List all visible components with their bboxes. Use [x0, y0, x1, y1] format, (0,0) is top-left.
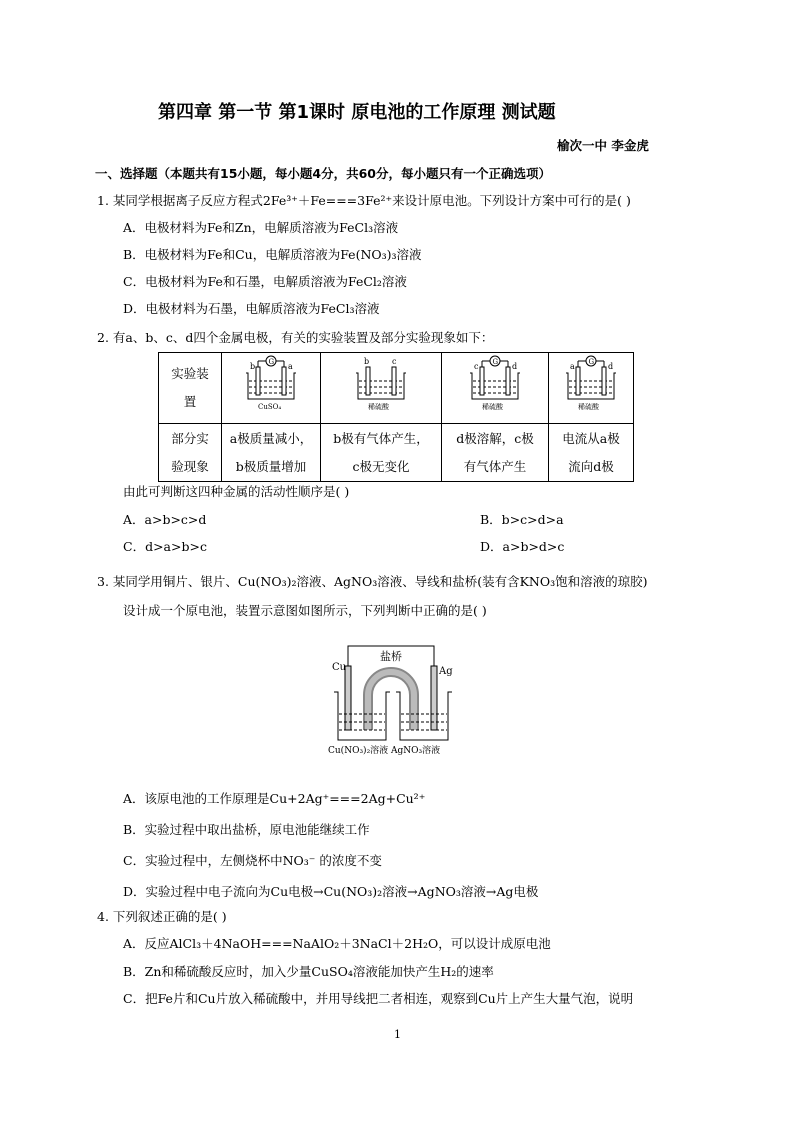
salt-bridge-label: 盐桥: [380, 650, 402, 663]
q1-option-a: A．电极材料为Fe和Zn，电解质溶液为FeCl₃溶液: [123, 220, 399, 235]
device-2: [321, 353, 442, 424]
observation-3: d极溶解，c极 有气体产生: [442, 424, 549, 482]
q2-tail: 由此可判断这四种金属的活动性顺序是( ): [123, 484, 350, 499]
q3-option-c: C．实验过程中，左侧烧杯中NO₃⁻ 的浓度不变: [123, 853, 382, 868]
device-4: [549, 353, 634, 424]
page-number: 1: [394, 1028, 401, 1041]
q1-stem: 1. 某同学根据离子反应方程式2Fe³⁺＋Fe===3Fe²⁺来设计原电池。下列设计方案中可行的是( ): [97, 193, 631, 208]
q2-stem: 2. 有a、b、c、d四个金属电极，有关的实验装置及部分实验现象如下：: [97, 330, 494, 345]
q2-experiment-table: [158, 352, 634, 482]
q3-option-b: B．实验过程中取出盐桥，原电池能继续工作: [123, 822, 370, 837]
observation-1: a极质量减小， b极质量增加: [222, 424, 321, 482]
beaker-diagram-1: [236, 353, 306, 413]
q3-option-d: D．实验过程中电子流向为Cu电极→Cu(NO₃)₂溶液→AgNO₃溶液→Ag电极: [123, 884, 539, 899]
page-title: 第四章 第一节 第1课时 原电池的工作原理 测试题: [158, 102, 556, 123]
beaker-diagram-4: [556, 353, 626, 413]
svg-text:G: G: [492, 358, 499, 366]
svg-text:d: d: [608, 362, 614, 371]
svg-text:d: d: [512, 362, 518, 371]
svg-text:b: b: [364, 357, 370, 366]
section-heading: 一、选择题（本题共有15小题，每小题4分，共60分，每小题只有一个正确选项）: [95, 166, 551, 181]
svg-text:a: a: [570, 362, 575, 371]
table-header-observation: 部分实 验现象: [159, 424, 222, 482]
svg-text:b: b: [250, 362, 256, 371]
q2-option-d: D．a>b>d>c: [480, 539, 565, 554]
table-header-device: 实验装 置: [159, 353, 222, 424]
q4-option-a: A．反应AlCl₃＋4NaOH===NaAlO₂＋3NaCl＋2H₂O，可以设计成原电池: [123, 936, 551, 951]
device-3: [442, 353, 549, 424]
svg-text:G: G: [588, 358, 595, 366]
svg-text:c: c: [474, 362, 479, 371]
q2-option-a: A．a>b>c>d: [123, 512, 207, 527]
beaker-diagram-3: [460, 353, 530, 413]
observation-4: 电流从a极 流向d极: [549, 424, 634, 482]
svg-text:稀硫酸: 稀硫酸: [578, 403, 599, 411]
q4-option-c: C．把Fe片和Cu片放入稀硫酸中，并用导线把二者相连，观察到Cu片上产生大量气泡，说明: [123, 991, 634, 1006]
svg-text:G: G: [268, 358, 275, 366]
q1-option-d: D．电极材料为石墨，电解质溶液为FeCl₃溶液: [123, 301, 380, 316]
svg-text:a: a: [288, 362, 293, 371]
beaker-diagram-2: [346, 353, 416, 413]
q3-stem-line1: 3. 某同学用铜片、银片、Cu(NO₃)₂溶液、AgNO₃溶液、导线和盐桥(装有含KNO₃饱和溶液的琼胶): [97, 574, 648, 589]
q2-option-b: B．b>c>d>a: [480, 512, 564, 527]
q4-option-b: B．Zn和稀硫酸反应时，加入少量CuSO₄溶液能加快产生H₂的速率: [123, 964, 494, 979]
q2-option-c: C．d>a>b>c: [123, 539, 207, 554]
ag-electrode-label: Ag: [439, 666, 453, 677]
svg-text:稀硫酸: 稀硫酸: [368, 403, 389, 411]
observation-2: b极有气体产生， c极无变化: [321, 424, 442, 482]
q1-option-c: C．电极材料为Fe和石墨，电解质溶液为FeCl₂溶液: [123, 274, 407, 289]
beaker-caption: Cu(NO₃)₂溶液 AgNO₃溶液: [328, 746, 441, 756]
svg-text:CuSO₄: CuSO₄: [258, 403, 282, 411]
q4-stem: 4. 下列叙述正确的是( ): [97, 909, 227, 924]
author-line: 榆次一中 李金虎: [557, 138, 649, 153]
q1-option-b: B．电极材料为Fe和Cu，电解质溶液为Fe(NO₃)₃溶液: [123, 247, 422, 262]
q3-option-a: A．该原电池的工作原理是Cu+2Ag⁺===2Ag+Cu²⁺: [123, 791, 426, 806]
cu-electrode-label: Cu: [332, 662, 347, 673]
svg-text:c: c: [392, 357, 397, 366]
device-1: [222, 353, 321, 424]
q3-stem-line2: 设计成一个原电池，装置示意图如图所示，下列判断中正确的是( ): [123, 603, 487, 618]
svg-text:稀硫酸: 稀硫酸: [482, 403, 503, 411]
salt-bridge-diagram: [326, 640, 466, 760]
